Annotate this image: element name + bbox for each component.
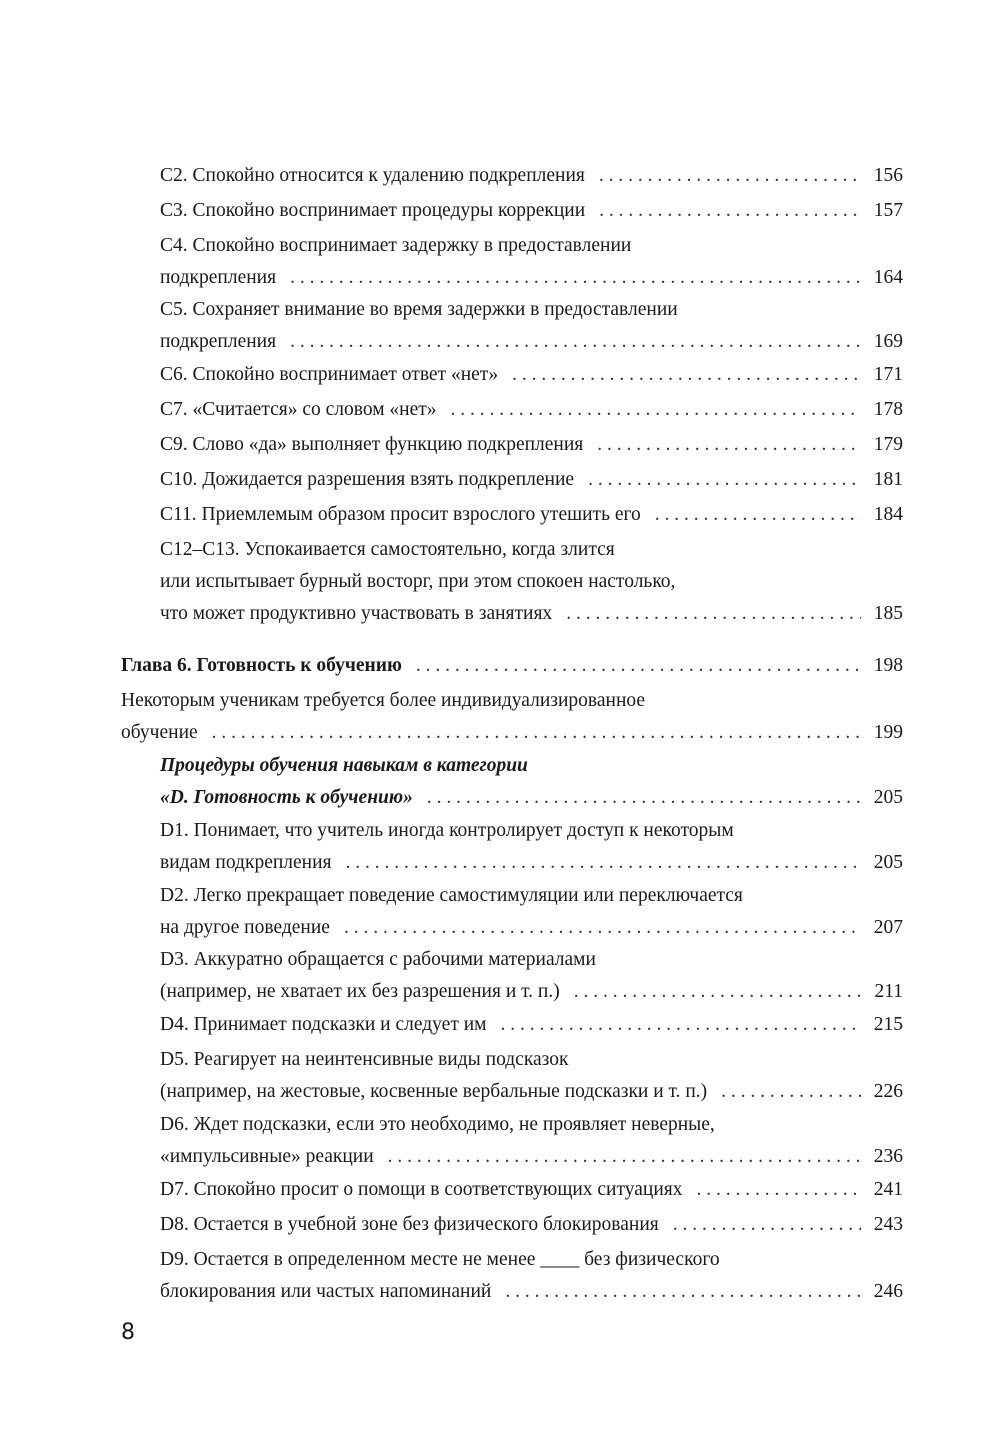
- toc-entry-title: видам подкрепления: [160, 852, 332, 873]
- toc-entry-line: или испытывает бурный восторг, при этом спокоен настолько,: [160, 571, 676, 592]
- toc-entry-page: 236: [873, 1146, 903, 1167]
- toc-entry-line: C5. Сохраняет внимание во время задержки в предоставлении: [160, 299, 678, 320]
- dot-leader: [673, 1209, 861, 1241]
- toc-entry-page: 169: [873, 331, 903, 352]
- toc-entry-title: C7. «Считается» со словом «нет»: [160, 399, 437, 420]
- toc-entry-page: 226: [873, 1081, 903, 1102]
- toc-entry-title: D4. Принимает подсказки и следует им: [160, 1014, 487, 1035]
- dot-leader: [344, 912, 861, 944]
- toc-entry-page: 178: [873, 399, 903, 420]
- toc-entry-individualized: [121, 685, 903, 749]
- toc-entry-line: C4. Спокойно воспринимает задержку в предоставлении: [160, 235, 632, 256]
- toc-entry-title: подкрепления: [160, 267, 277, 288]
- dot-leader: [574, 976, 861, 1008]
- toc-entry-line: Некоторым ученикам требуется более индивидуализированное: [121, 690, 646, 711]
- toc-entry-c10: [160, 464, 903, 496]
- toc-entry-title: блокирования или частых напоминаний: [160, 1281, 492, 1302]
- dot-leader: [388, 1141, 861, 1173]
- toc-entry-page: 199: [873, 722, 903, 743]
- toc-section-d-heading: [160, 750, 903, 814]
- toc-entry-page: 246: [873, 1281, 903, 1302]
- toc-entry-title: C11. Приемлемым образом просит взрослого утешить его: [160, 504, 641, 525]
- dot-leader: [588, 464, 861, 496]
- dot-leader: [696, 1174, 861, 1206]
- dot-leader: [501, 1009, 862, 1041]
- dot-leader: [655, 499, 861, 531]
- toc-entry-d8: [160, 1209, 903, 1241]
- toc-entry-line: D1. Понимает, что учитель иногда контролирует доступ к некоторым: [160, 820, 734, 841]
- dot-leader: [505, 1276, 861, 1308]
- toc-entry-page: 185: [873, 603, 903, 624]
- toc-entry-page: 241: [873, 1179, 903, 1200]
- dot-leader: [512, 359, 861, 391]
- toc-entry-page: 156: [873, 165, 903, 186]
- dot-leader: [599, 160, 861, 192]
- toc-entry-page: 207: [873, 917, 903, 938]
- toc-entry-line: C12–C13. Успокаивается самостоятельно, когда злится: [160, 539, 615, 560]
- toc-entry-title: (например, на жестовые, косвенные вербальные подсказки и т. п.): [160, 1081, 708, 1102]
- toc-entry-d1: [160, 815, 903, 879]
- toc-entry-d3: [160, 944, 903, 1008]
- toc-entry-page: 205: [873, 852, 903, 873]
- dot-leader: [599, 195, 861, 227]
- toc-entry-c2: [160, 160, 903, 192]
- toc-entry-d9: [160, 1244, 903, 1308]
- dot-leader: [346, 847, 861, 879]
- page-number: 8: [121, 1320, 135, 1345]
- toc-entry-c4: [160, 230, 903, 294]
- toc-entry-d2: [160, 880, 903, 944]
- toc-entry-c6: [160, 359, 903, 391]
- toc-entry-line: D6. Ждет подсказки, если это необходимо, не проявляет неверные,: [160, 1114, 715, 1135]
- toc-chapter-title: Глава 6. Готовность к обучению: [121, 655, 402, 676]
- toc-entry-title: D7. Спокойно просит о помощи в соответствующих ситуациях: [160, 1179, 683, 1200]
- toc-entry-title: C9. Слово «да» выполняет функцию подкрепления: [160, 434, 584, 455]
- toc-entry-c12-c13: [160, 534, 903, 630]
- toc-entry-title: подкрепления: [160, 331, 277, 352]
- toc-entry-d4: [160, 1009, 903, 1041]
- dot-leader: [290, 262, 861, 294]
- toc-entry-title: C10. Дожидается разрешения взять подкрепление: [160, 469, 575, 490]
- dot-leader: [416, 650, 861, 682]
- toc-entry-page: 181: [873, 469, 903, 490]
- toc-entry-title: на другое поведение: [160, 917, 330, 938]
- toc-entry-page: 184: [873, 504, 903, 525]
- toc-entry-d6: [160, 1109, 903, 1173]
- toc-entry-line: Процедуры обучения навыкам в категории: [160, 755, 528, 776]
- toc-entry-line: D9. Остается в определенном месте не менее ____ без физического: [160, 1249, 720, 1270]
- dot-leader: [427, 782, 861, 814]
- toc-entry-c5: [160, 294, 903, 358]
- toc-entry-d7: [160, 1174, 903, 1206]
- toc-entry-title: C2. Спокойно относится к удалению подкрепления: [160, 165, 585, 186]
- toc-entry-title: C3. Спокойно воспринимает процедуры коррекции: [160, 200, 586, 221]
- toc-entry-page: 205: [873, 787, 903, 808]
- toc-entry-title: обучение: [121, 722, 198, 743]
- toc-entry-title: «импульсивные» реакции: [160, 1146, 374, 1167]
- toc-entry-page: 179: [873, 434, 903, 455]
- toc-entry-c7: [160, 394, 903, 426]
- toc-entry-page: 171: [873, 364, 903, 385]
- dot-leader: [212, 717, 861, 749]
- toc-entry-page: 198: [873, 655, 903, 676]
- toc-entry-title: D8. Остается в учебной зоне без физического блокирования: [160, 1214, 659, 1235]
- toc-entry-title: что может продуктивно участвовать в занятиях: [160, 603, 553, 624]
- toc-entry-title: «D. Готовность к обучению»: [160, 787, 413, 808]
- toc-entry-c9: [160, 429, 903, 461]
- toc-entry-page: 164: [873, 267, 903, 288]
- toc-entry-page: 157: [873, 200, 903, 221]
- toc-entry-line: D3. Аккуратно обращается с рабочими материалами: [160, 949, 596, 970]
- toc-entry-page: 215: [873, 1014, 903, 1035]
- toc-chapter-6: [121, 650, 903, 682]
- dot-leader: [451, 394, 861, 426]
- dot-leader: [290, 326, 861, 358]
- toc-entry-line: D5. Реагирует на неинтенсивные виды подсказок: [160, 1049, 569, 1070]
- dot-leader: [721, 1076, 861, 1108]
- toc-entry-page: 211: [874, 981, 903, 1002]
- toc-entry-title: C6. Спокойно воспринимает ответ «нет»: [160, 364, 499, 385]
- dot-leader: [566, 598, 861, 630]
- toc-entry-line: D2. Легко прекращает поведение самостимуляции или переключается: [160, 885, 743, 906]
- toc-entry-page: 243: [873, 1214, 903, 1235]
- toc-entry-c11: [160, 499, 903, 531]
- toc-entry-c3: [160, 195, 903, 227]
- toc-entry-title: (например, не хватает их без разрешения и т. п.): [160, 981, 560, 1002]
- dot-leader: [597, 429, 861, 461]
- toc-entry-d5: [160, 1044, 903, 1108]
